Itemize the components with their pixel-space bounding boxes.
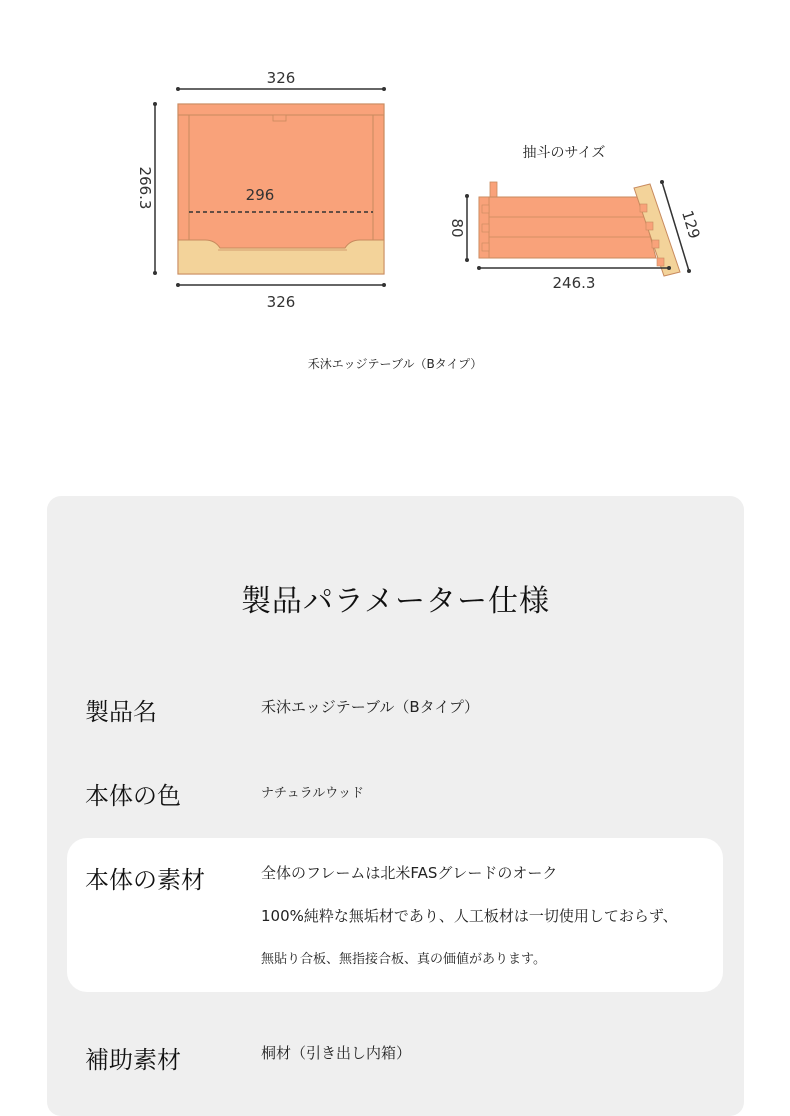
product-name-value: 禾沐エッジテーブル（Bタイプ） xyxy=(261,698,480,716)
body-color-label: 本体の色 xyxy=(85,782,181,810)
spec-title: 製品パラメーター仕様 xyxy=(240,584,551,619)
top-width-label: 326 xyxy=(266,69,296,87)
aux-material-value: 桐材（引き出し内箱） xyxy=(261,1044,412,1062)
drawer-height-label: 80 xyxy=(448,218,466,238)
front-view xyxy=(136,69,386,311)
spec-panel xyxy=(47,496,744,1116)
product-name-label: 製品名 xyxy=(85,698,157,726)
body-material-line-3: 無貼り合板、無指接合板、真の価値があります。 xyxy=(261,952,546,967)
diagram-caption: 禾沐エッジテーブル（Bタイプ） xyxy=(307,357,483,371)
body-color-value: ナチュラルウッド xyxy=(261,786,364,801)
body-material-line-2: 100%純粋な無垢材であり、人工板材は一切使用しておらず、 xyxy=(261,907,678,925)
body-material-line-1: 全体のフレームは北米FASグレードのオーク xyxy=(261,864,558,882)
drawer-side-label: 129 xyxy=(677,208,704,241)
height-label: 266.3 xyxy=(136,166,154,210)
aux-material-label: 補助素材 xyxy=(85,1046,181,1074)
drawer-title: 抽斗のサイズ xyxy=(522,145,606,161)
inner-width-label: 296 xyxy=(245,186,275,204)
dimension-diagram xyxy=(0,0,790,420)
drawer-depth-label: 246.3 xyxy=(552,274,596,292)
body-material-label: 本体の素材 xyxy=(85,866,205,894)
drawer-body xyxy=(479,197,656,258)
drawer-view xyxy=(448,144,704,292)
bottom-width-label: 326 xyxy=(266,293,296,311)
